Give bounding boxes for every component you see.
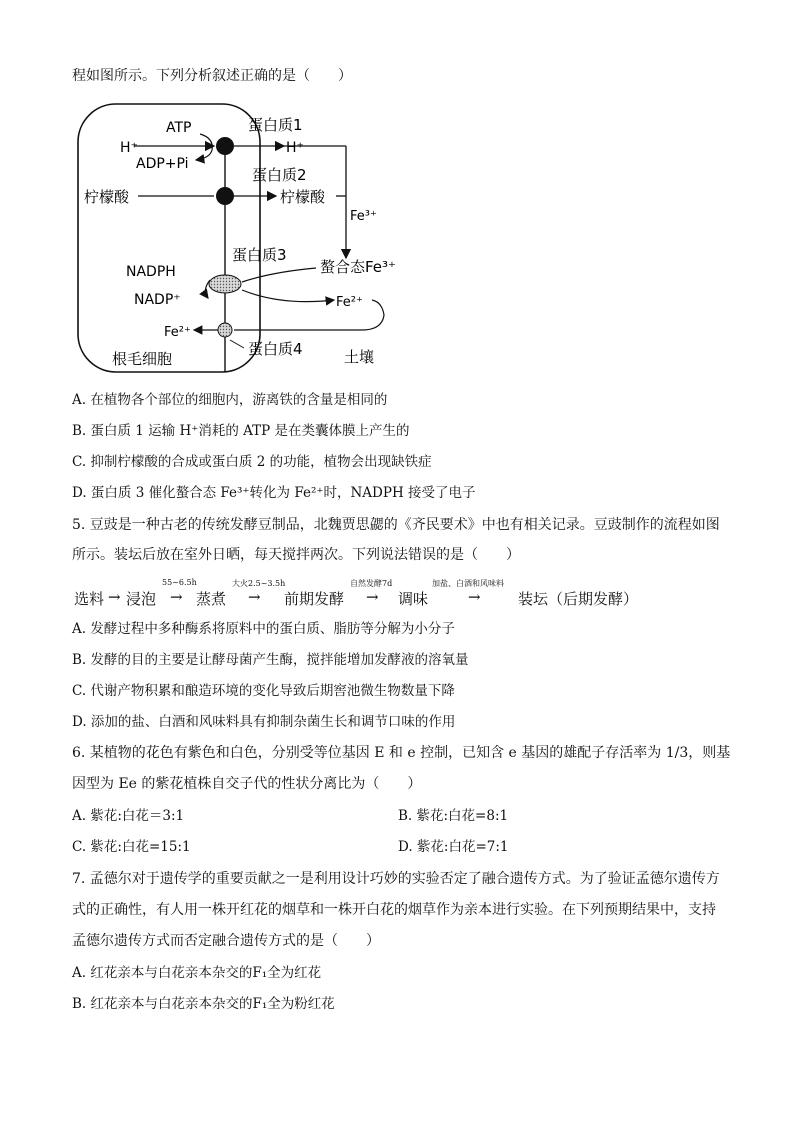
q7-option-a: A. 红花亲本与白花亲本杂交的F₁全为红花 — [72, 965, 322, 981]
citric-in-label: 柠檬酸 — [84, 188, 130, 206]
adp-label: ADP+Pi — [136, 156, 189, 172]
flow-step-steam: 蒸煮 — [196, 590, 227, 608]
flow-label-season: 加盐、白酒和风味料 — [432, 579, 504, 588]
fe3-label: Fe³⁺ — [350, 209, 377, 224]
flow-arrow-4: → — [366, 588, 379, 606]
protein3-label: 蛋白质3 — [232, 246, 287, 264]
protein4-marker — [218, 323, 232, 337]
q6-option-c: C. 紫花:白花=15:1 — [72, 839, 191, 855]
q6-stem-line1: 6. 某植物的花色有紫色和白色，分别受等位基因 E 和 e 控制，已知含 e 基因的雄配子存活率为 1/3，则基 — [72, 745, 731, 761]
q7-stem-line3: 孟德尔遗传方式而否定融合遗传方式的是（ ） — [72, 933, 380, 949]
q7-stem-line1: 7. 孟德尔对于遗传学的重要贡献之一是利用设计巧妙的实验否定了融合遗传方式。为了验证孟德尔遗传方 — [72, 871, 720, 887]
q5-option-a: A. 发酵过程中多种酶系将原料中的蛋白质、脂肪等分解为小分子 — [72, 621, 455, 637]
q7-stem-line2: 式的正确性，有人用一株开红花的烟草和一株开白花的烟草作为亲本进行实验。在下列预期结果中，支持 — [72, 902, 716, 918]
citric-out-label: 柠檬酸 — [280, 188, 326, 206]
flow-step-soak: 浸泡 — [126, 590, 157, 608]
flow-step-select: 选料 — [74, 590, 105, 608]
fe2-out-label: Fe²⁺ — [336, 295, 363, 310]
q5-stem-line1: 5. 豆豉是一种古老的传统发酵豆制品，北魏贾思勰的《齐民要术》中也有相关记录。豆豉制作的流程如图 — [72, 517, 720, 533]
protein1-marker — [216, 137, 234, 155]
flow-label-soak: 55~6.5h — [162, 578, 197, 587]
q5-option-d: D. 添加的盐、白酒和风味料具有抑制杂菌生长和调节口味的作用 — [72, 714, 456, 730]
nadp-label: NADP⁺ — [134, 292, 181, 308]
flow-step-jar: 装坛（后期发酵） — [518, 590, 639, 608]
q6-stem-line2: 因型为 Ee 的紫花植株自交子代的性状分离比为（ ） — [72, 776, 422, 792]
protein2-marker — [216, 187, 234, 205]
flow-arrow-2: → — [170, 588, 183, 606]
flow-arrow-1: → — [108, 588, 121, 606]
fe2-in-label: Fe²⁺ — [164, 325, 191, 340]
flow-label-steam: 大火2.5~3.5h — [232, 579, 286, 588]
flow-arrow-5: → — [468, 588, 481, 606]
q4-option-c: C. 抑制柠檬酸的合成或蛋白质 2 的功能，植物会出现缺铁症 — [72, 454, 432, 470]
q5-option-b: B. 发酵的目的主要是让酵母菌产生酶，搅拌能增加发酵液的溶氧量 — [72, 652, 469, 668]
h-in-label: H⁺ — [120, 140, 138, 156]
q4-option-d: D. 蛋白质 3 催化螯合态 Fe³⁺转化为 Fe²⁺时，NADPH 接受了电子 — [72, 485, 476, 501]
iron-uptake-diagram — [72, 100, 412, 380]
flow-label-ferment: 自然发酵7d — [350, 579, 393, 588]
q5-stem-line2: 所示。装坛后放在室外日晒，每天搅拌两次。下列说法错误的是（ ） — [72, 547, 520, 563]
q6-option-a: A. 紫花:白花＝3:1 — [72, 808, 185, 824]
flow-step-ferment: 前期发酵 — [284, 590, 345, 608]
q4-option-b: B. 蛋白质 1 运输 H⁺消耗的 ATP 是在类囊体膜上产生的 — [72, 423, 410, 439]
atp-label: ATP — [166, 120, 192, 136]
flow-step-season: 调味 — [398, 590, 429, 608]
q7-option-b: B. 红花亲本与白花亲本杂交的F₁全为粉红花 — [72, 996, 335, 1012]
soil-label: 土壤 — [344, 348, 375, 366]
nadph-label: NADPH — [126, 264, 176, 280]
q6-option-b: B. 紫花:白花=8:1 — [398, 808, 509, 824]
q4-option-a: A. 在植物各个部位的细胞内，游离铁的含量是相同的 — [72, 392, 388, 408]
protein3-marker — [209, 275, 241, 293]
h-out-label: H⁺ — [286, 140, 304, 156]
q5-option-c: C. 代谢产物积累和酿造环境的变化导致后期窖池微生物数量下降 — [72, 683, 455, 699]
flow-arrow-3: → — [248, 588, 261, 606]
protein1-label: 蛋白质1 — [248, 116, 303, 134]
question-4-stem-end: 程如图所示。下列分析叙述正确的是（ ） — [72, 68, 352, 84]
q6-option-d: D. 紫花:白花=7:1 — [398, 839, 509, 855]
protein2-label: 蛋白质2 — [252, 166, 307, 184]
protein4-label: 蛋白质4 — [248, 340, 303, 358]
root-hair-cell-label: 根毛细胞 — [112, 350, 173, 368]
chelate-fe3-label: 螯合态Fe³⁺ — [320, 258, 396, 276]
